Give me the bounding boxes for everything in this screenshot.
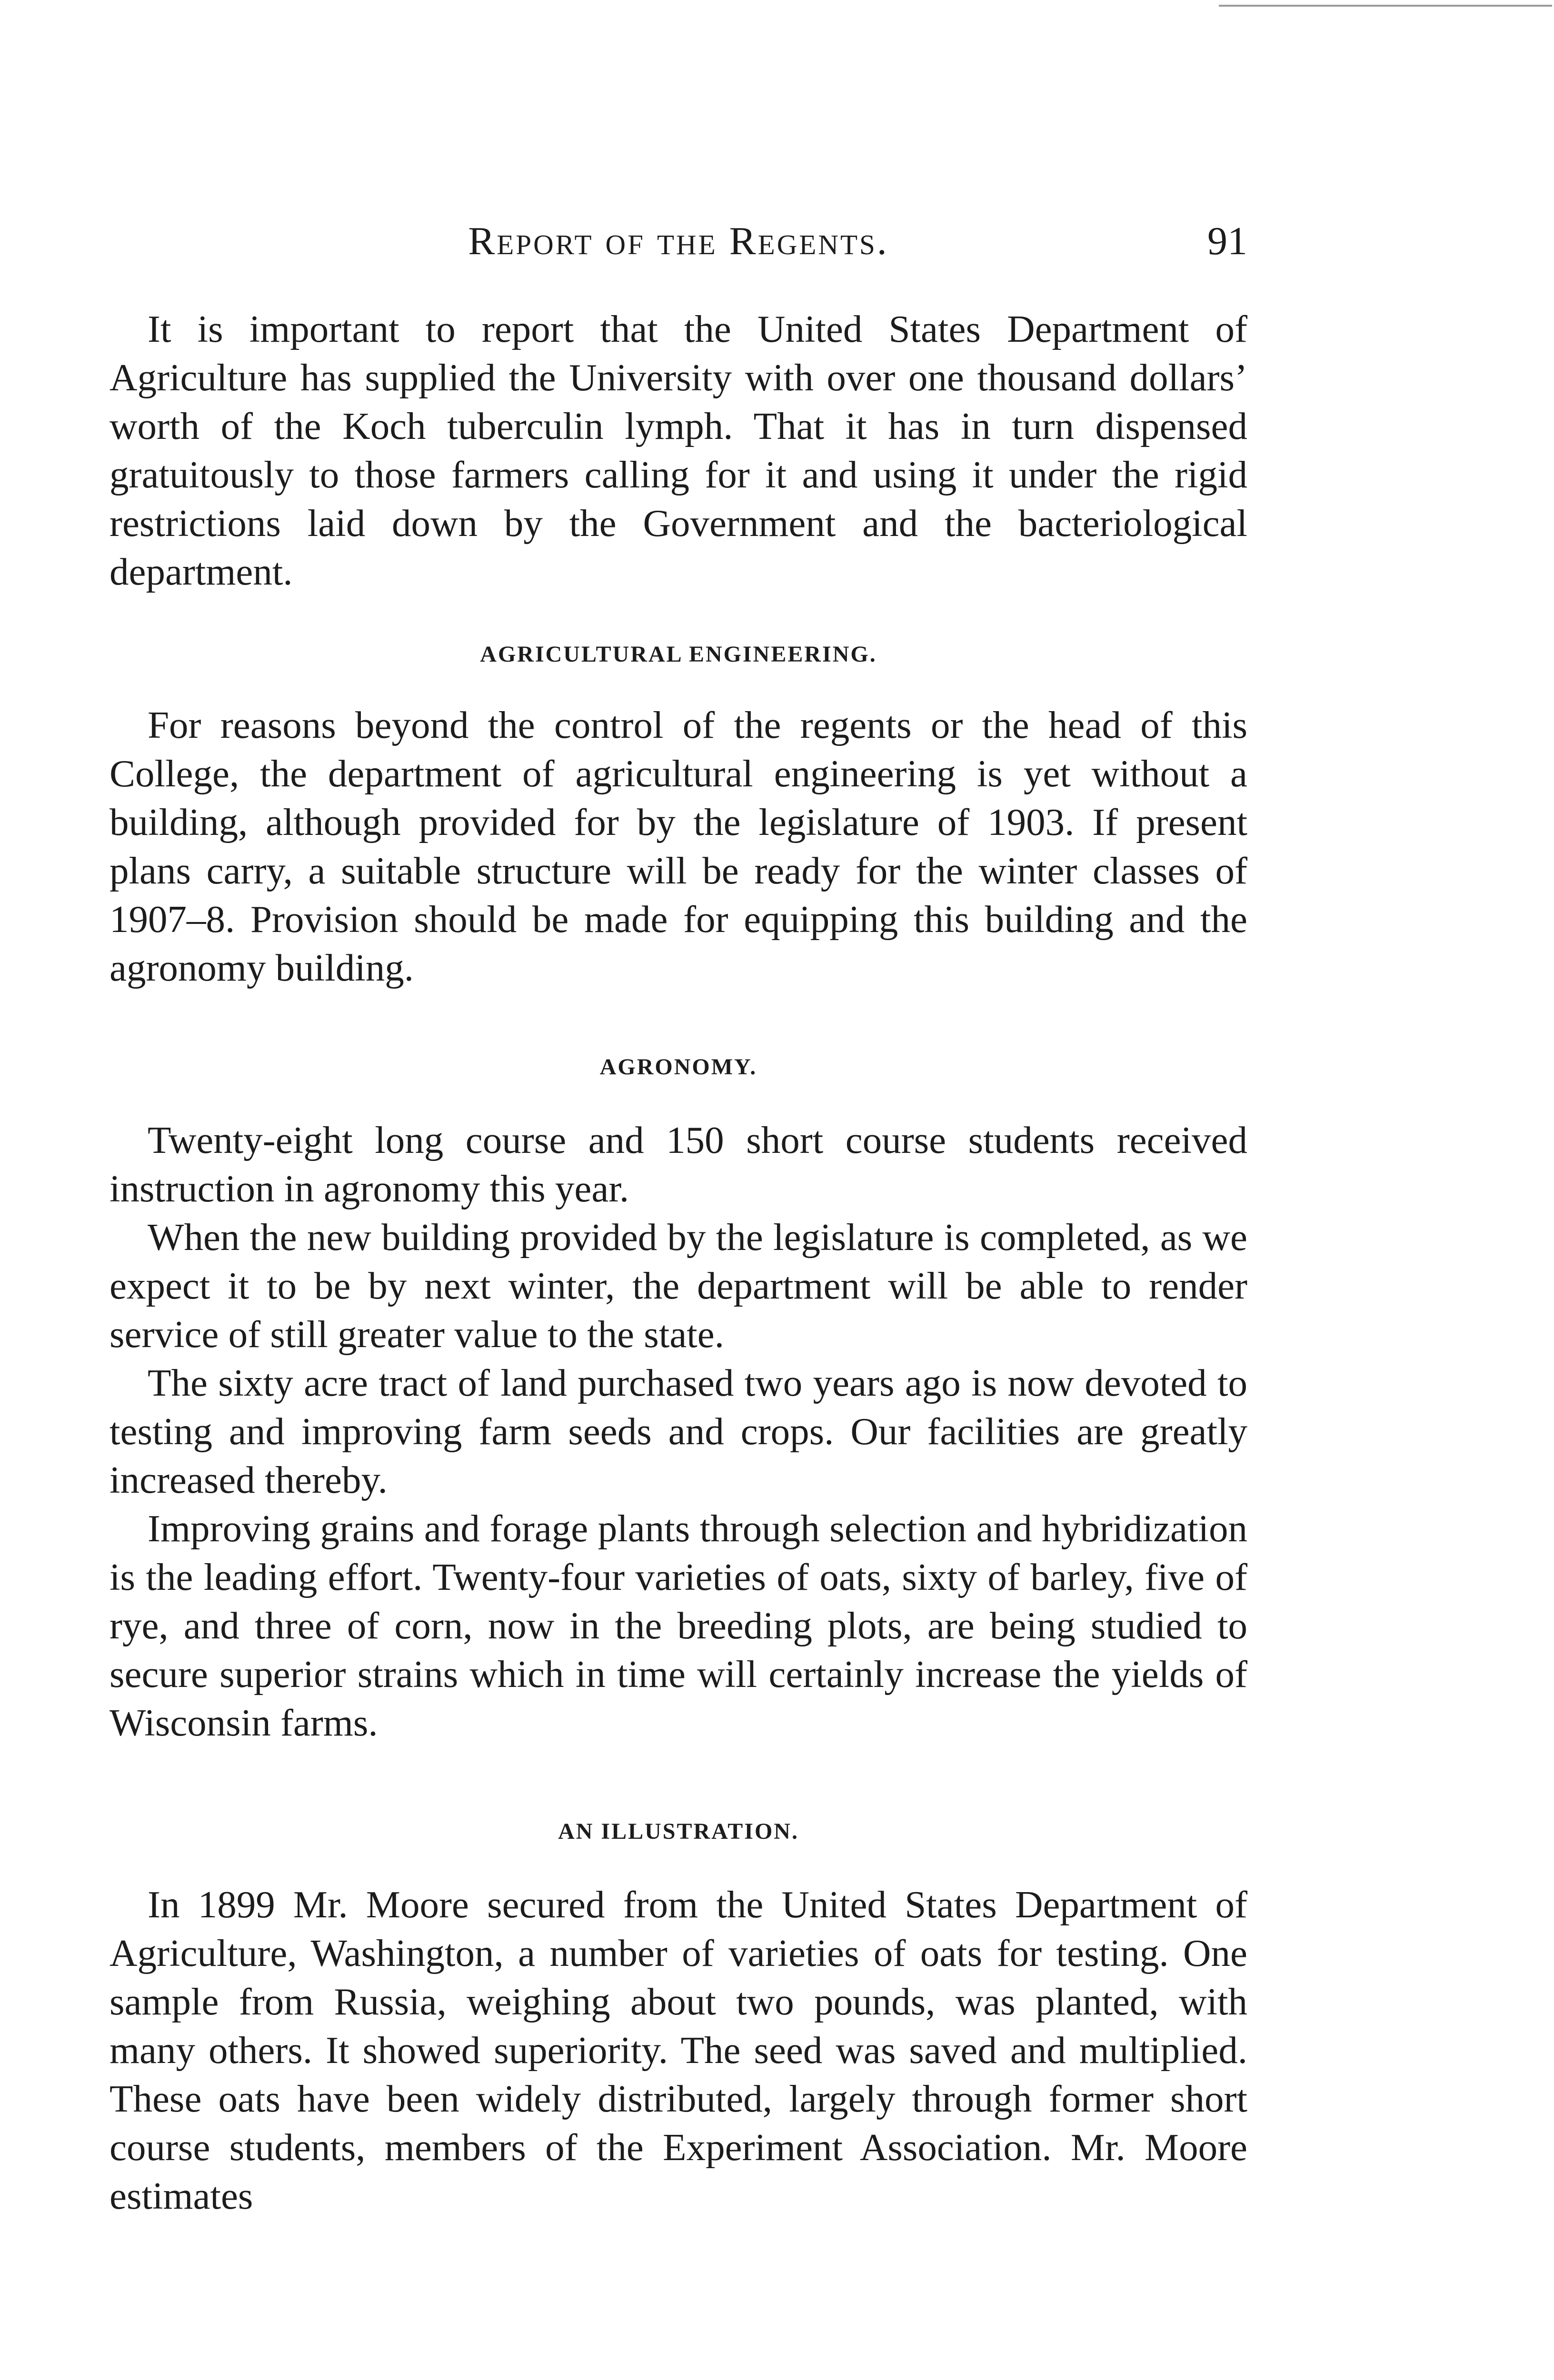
heading-illustration: AN ILLUSTRATION. [558,1819,799,1844]
page-body [110,305,1247,2220]
paragraph-agronomy-students: Twenty-eight long course and 150 short course students received instruction in agronomy this year. [110,1119,1247,1210]
paragraph-agricultural-engineering: For reasons beyond the control of the regents or the head of this College, the department of agricultural engineering is yet without a building, although provided for by the legislature of 1903. If present plans carry, a suitable structure will be ready for the winter classes of 1907–8. Provision should be made for equipping this building and the agronomy building. [110,704,1247,989]
page-edge-line [1219,5,1552,7]
heading-agricultural-engineering: AGRICULTURAL ENGINEERING. [480,642,877,667]
paragraph-agronomy-breeding: Improving grains and forage plants through selection and hybridization is the leading effort. Twenty-four varieties of oats, sixty of barley, five of rye, and three of corn, now in the breeding plots, are being studied to secure superior strains which in time will certainly increase the yields of Wisconsin farms. [110,1507,1247,1744]
paragraph-illustration: In 1899 Mr. Moore secured from the United States Department of Agriculture, Washington, a number of varieties of oats for testing. One sample from Russia, weighing about two pounds, was planted, with many others. It showed superiority. The seed was saved and multiplied. These oats have been widely distributed, largely through former short course students, members of the Experiment Association. Mr. Moore estimates [110,1883,1247,2217]
paragraph-koch-lymph: It is important to report that the United States Department of Agriculture has supplied the University with over one thousand dollars’ worth of the Koch tuberculin lymph. That it has in turn dispensed gratuitously to those farmers calling for it and using it under the rigid restrictions laid down by the Government and the bacteriological department. [110,307,1247,593]
paragraph-agronomy-building: When the new building provided by the legislature is completed, as we expect it to be by next winter, the department will be able to render service of still greater value to the state. [110,1216,1247,1356]
paragraph-agronomy-land: The sixty acre tract of land purchased two years ago is now devoted to testing and improving farm seeds and crops. Our facilities are greatly increased thereby. [110,1361,1247,1501]
heading-agronomy: AGRONOMY. [599,1054,757,1080]
running-title: Report of the Regents. [468,219,889,263]
page-header [110,218,1247,275]
page-number: 91 [1207,219,1247,263]
